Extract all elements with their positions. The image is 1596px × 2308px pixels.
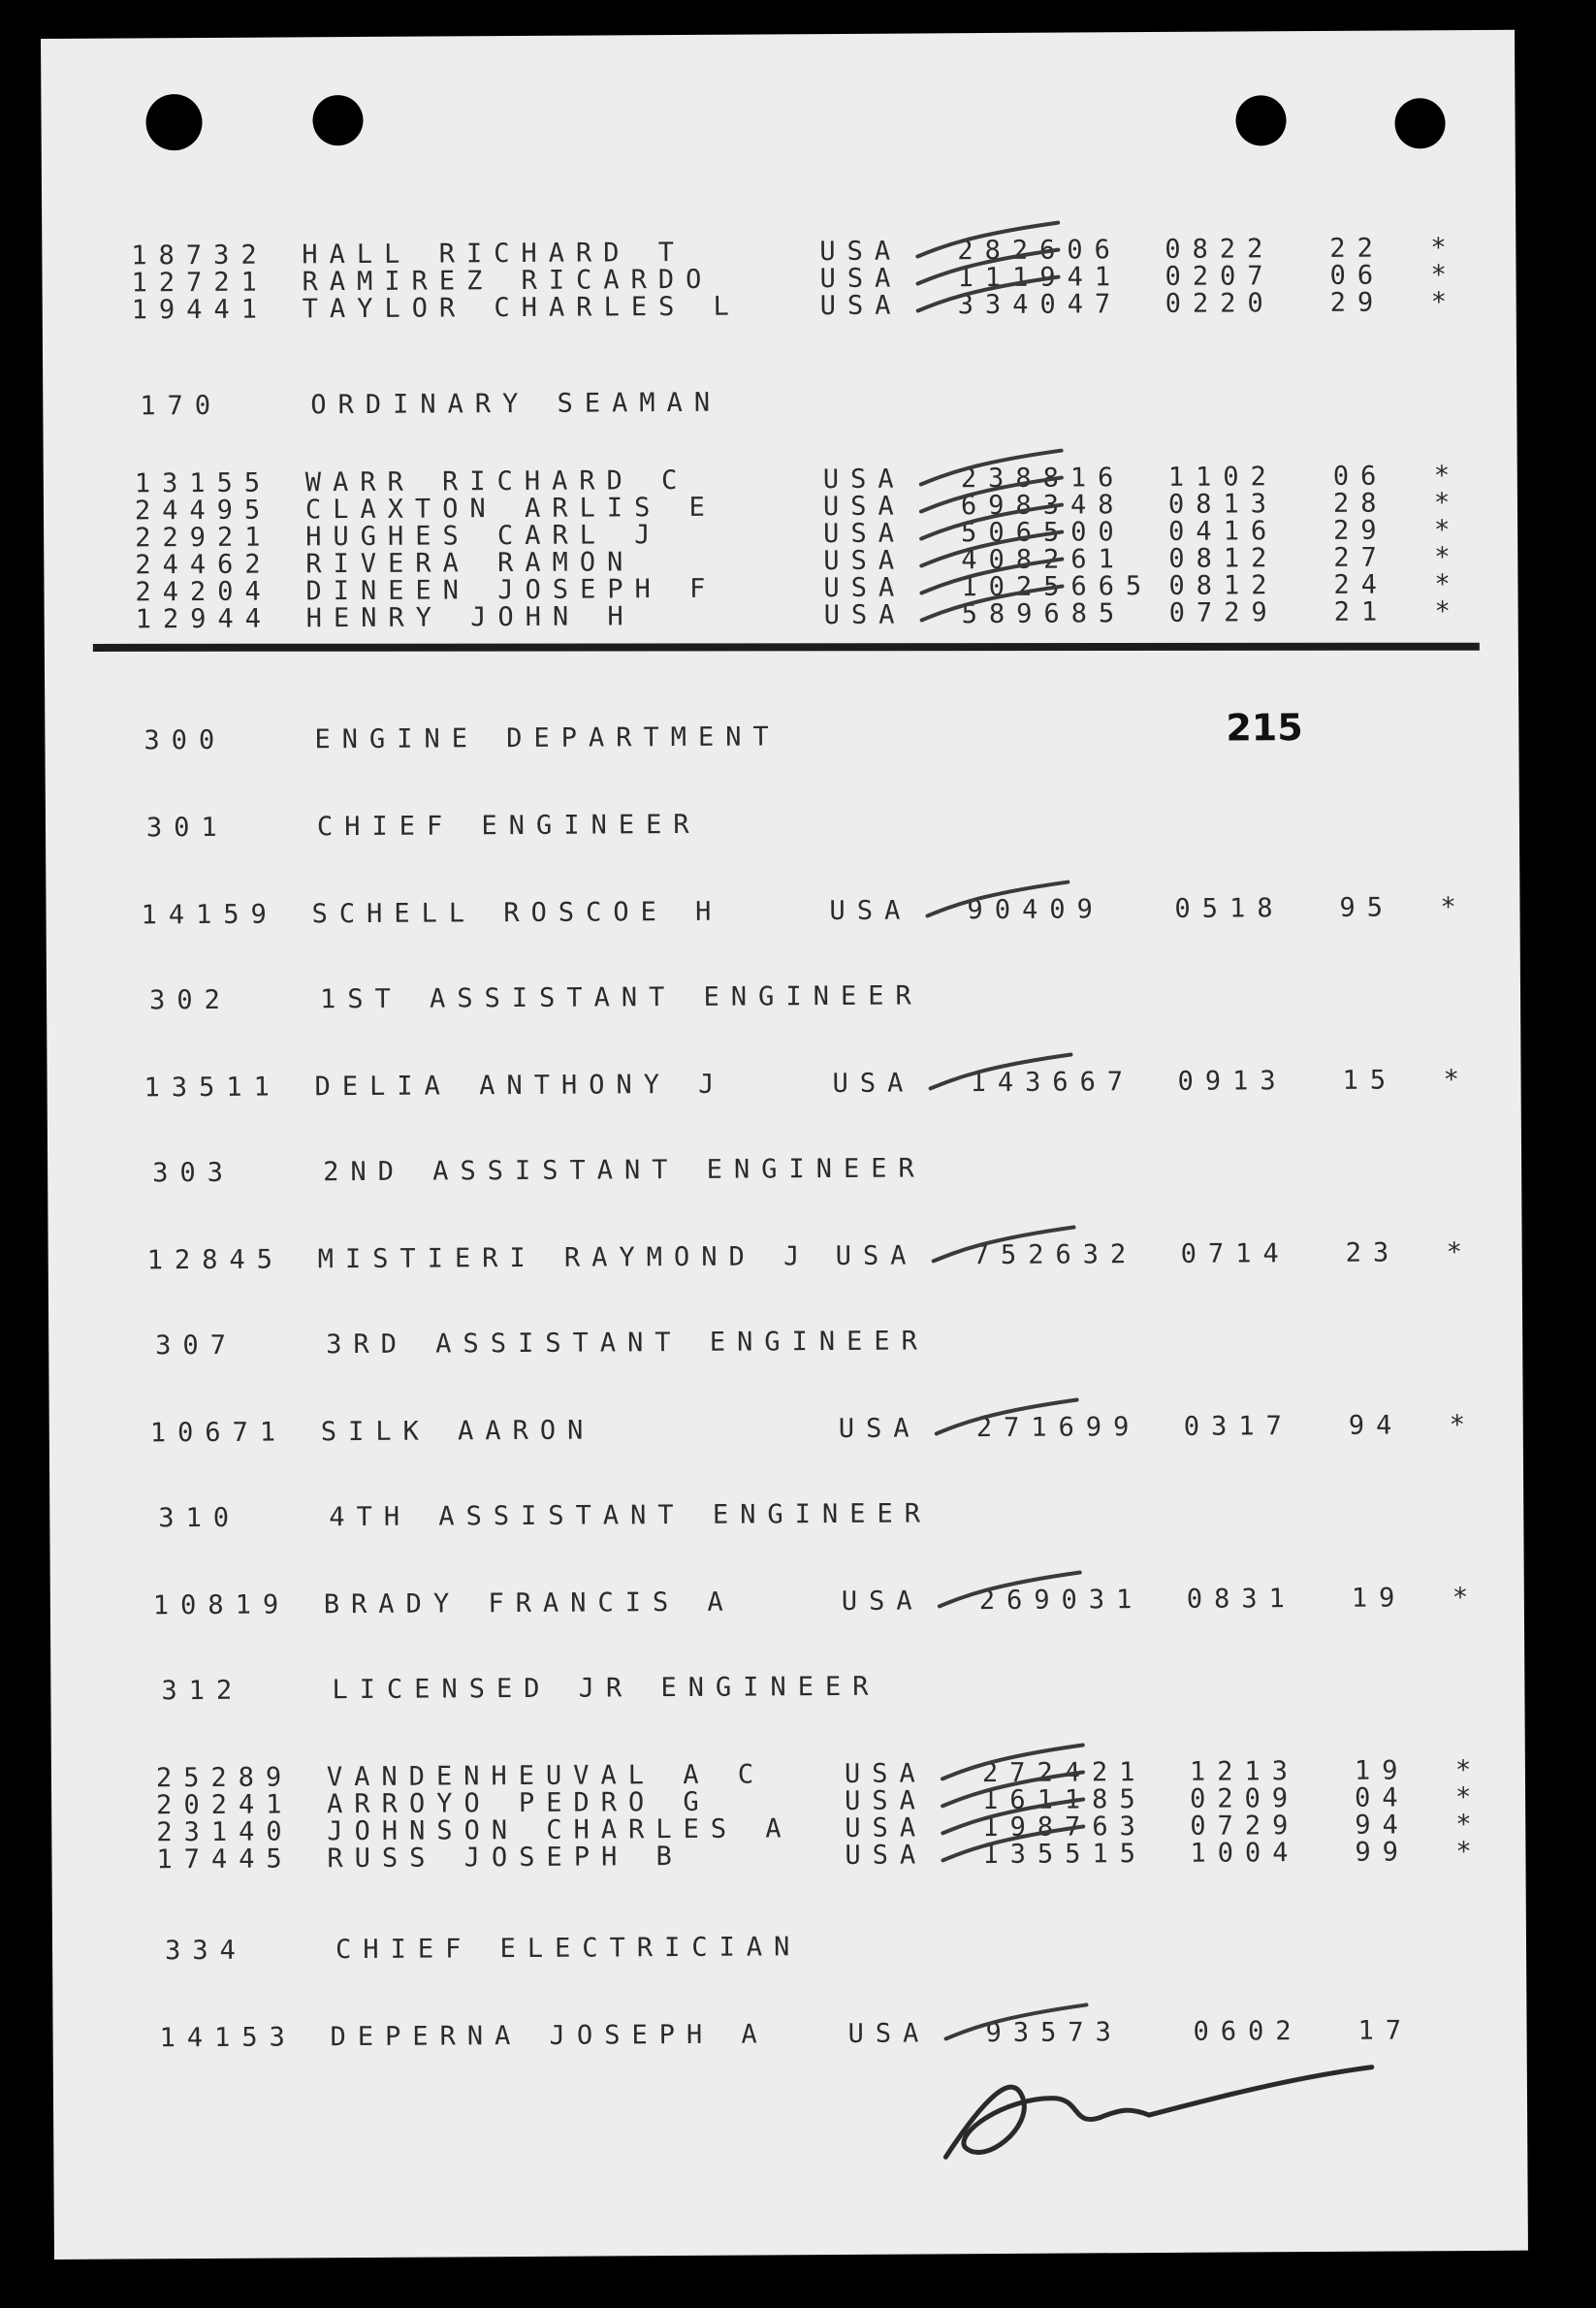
year-code: 06 <box>1332 461 1389 492</box>
document-number: 1025665 <box>961 571 1154 603</box>
crew-number: 24495 <box>134 495 272 527</box>
punch-hole <box>1394 98 1445 148</box>
section-code: 301 <box>145 812 229 844</box>
citizenship: USA <box>823 545 907 577</box>
crew-name: RIVERA RAMON <box>305 547 635 580</box>
check-mark: * <box>1434 515 1451 546</box>
section-code: 312 <box>161 1675 244 1707</box>
punch-hole <box>145 94 202 150</box>
date-code: 0822 <box>1165 234 1275 265</box>
date-code: 1004 <box>1190 1838 1300 1869</box>
year-code: 15 <box>1342 1065 1398 1096</box>
section-title: 4TH ASSISTANT ENGINEER <box>329 1498 933 1533</box>
crew-number: 20241 <box>156 1789 294 1821</box>
crew-number: 17445 <box>156 1843 294 1875</box>
citizenship: USA <box>822 464 906 496</box>
citizenship: USA <box>845 1812 928 1843</box>
crew-number: 12845 <box>146 1244 285 1276</box>
date-code: 0518 <box>1174 893 1285 924</box>
section-code: 310 <box>158 1502 241 1534</box>
crew-name: HALL RICHARD T <box>302 237 686 271</box>
date-code: 1213 <box>1189 1756 1300 1787</box>
date-code: 0207 <box>1165 261 1275 292</box>
document-number: 752632 <box>973 1239 1138 1271</box>
section-code: 170 <box>140 390 223 422</box>
year-code: 27 <box>1333 542 1389 573</box>
punch-hole <box>1235 95 1286 145</box>
date-code: 1102 <box>1167 462 1278 493</box>
check-mark: * <box>1434 569 1451 600</box>
punch-hole <box>312 95 363 145</box>
crew-name: TAYLOR CHARLES L <box>302 291 741 325</box>
pencil-tick-mark <box>928 1221 1083 1280</box>
citizenship: USA <box>847 2018 931 2049</box>
year-code: 23 <box>1345 1237 1401 1268</box>
check-mark: * <box>1430 260 1447 291</box>
crew-name: BRADY FRANCIS A <box>323 1587 735 1620</box>
date-code: 0729 <box>1190 1811 1300 1842</box>
year-code: 94 <box>1355 1810 1410 1841</box>
crew-number: 14159 <box>141 899 278 931</box>
crew-number: 18732 <box>131 240 269 272</box>
citizenship: USA <box>838 1413 921 1445</box>
crew-name: RAMIREZ RICARDO <box>302 264 714 298</box>
section-code: 334 <box>164 1935 247 1967</box>
year-code: 29 <box>1333 515 1389 546</box>
document-number: 143667 <box>970 1067 1135 1099</box>
date-code: 0209 <box>1190 1783 1300 1814</box>
citizenship: USA <box>822 491 906 523</box>
section-title: 1ST ASSISTANT ENGINEER <box>319 980 923 1015</box>
year-code: 99 <box>1355 1837 1411 1868</box>
document-number: 506500 <box>961 517 1126 549</box>
section-title: CHIEF ELECTRICIAN <box>335 1932 802 1966</box>
crew-number: 22921 <box>135 522 272 554</box>
check-mark: * <box>1454 1755 1472 1786</box>
section-title: ENGINE DEPARTMENT <box>314 721 781 755</box>
year-code: 19 <box>1354 1755 1410 1786</box>
crew-number: 12944 <box>135 603 273 635</box>
year-code: 28 <box>1332 488 1389 519</box>
crew-number: 19441 <box>131 294 270 326</box>
document-number: 698348 <box>960 490 1126 522</box>
document-number: 135515 <box>982 1839 1148 1871</box>
pencil-tick-mark <box>922 876 1077 935</box>
section-title: 3RD ASSISTANT ENGINEER <box>326 1326 929 1361</box>
crew-number: 23140 <box>156 1816 294 1848</box>
crew-number: 24462 <box>135 549 272 581</box>
pencil-tick-mark <box>916 581 1071 640</box>
crew-number: 25289 <box>155 1762 294 1794</box>
crew-name: HENRY JOHN H <box>305 601 635 634</box>
section-code: 300 <box>144 724 227 756</box>
crew-name: SCHELL ROSCOE H <box>311 896 723 930</box>
crew-number: 10819 <box>152 1589 291 1621</box>
citizenship: USA <box>844 1758 927 1789</box>
pencil-tick-mark <box>925 1048 1080 1107</box>
check-mark: * <box>1433 461 1451 492</box>
check-mark: * <box>1455 1810 1472 1841</box>
year-code: 04 <box>1355 1782 1410 1813</box>
section-code: 302 <box>148 984 232 1016</box>
document-number: 90409 <box>967 894 1104 926</box>
year-code: 95 <box>1339 892 1395 923</box>
citizenship: USA <box>819 290 903 322</box>
crew-name: ARROYO PEDRO G <box>327 1786 711 1820</box>
crew-name: DEPERNA JOSEPH A <box>330 2019 769 2053</box>
document-number: 111941 <box>957 262 1123 294</box>
document-number: 272421 <box>981 1757 1147 1789</box>
crew-number: 13511 <box>144 1072 281 1104</box>
crew-name: VANDENHEUVAL A C <box>326 1759 766 1793</box>
document-number: 334047 <box>957 289 1123 321</box>
date-code: 0416 <box>1168 516 1279 547</box>
pencil-tick-mark <box>935 1566 1090 1625</box>
check-mark: * <box>1449 1410 1466 1441</box>
date-code: 0812 <box>1168 543 1279 574</box>
document-number: 269031 <box>978 1585 1144 1617</box>
document-number: 271699 <box>975 1412 1141 1444</box>
crew-name: WARR RICHARD C <box>304 465 689 498</box>
year-code: 19 <box>1351 1583 1407 1614</box>
year-code: 17 <box>1357 2015 1414 2046</box>
document-number: 198763 <box>982 1811 1147 1843</box>
document-number: 161185 <box>982 1784 1147 1816</box>
date-code: 0813 <box>1167 489 1279 520</box>
struck-out-row <box>93 643 1480 652</box>
year-code: 21 <box>1333 596 1389 627</box>
date-code: 0913 <box>1177 1066 1288 1097</box>
year-code: 22 <box>1329 233 1385 264</box>
page-number: 215 <box>1226 706 1303 750</box>
document-number: 408261 <box>961 544 1126 576</box>
citizenship: USA <box>832 1068 915 1100</box>
date-code: 0317 <box>1183 1411 1293 1442</box>
citizenship: USA <box>841 1586 924 1617</box>
citizenship: USA <box>823 518 907 550</box>
date-code: 0602 <box>1193 2016 1303 2047</box>
citizenship: USA <box>845 1840 928 1871</box>
signature <box>926 2038 1392 2177</box>
check-mark: * <box>1434 596 1451 627</box>
crew-number: 10671 <box>149 1417 288 1449</box>
check-mark: * <box>1434 542 1451 573</box>
crew-number: 14153 <box>159 2022 297 2054</box>
date-code: 0714 <box>1180 1238 1291 1269</box>
document-number: 282606 <box>957 235 1122 267</box>
citizenship: USA <box>835 1240 918 1272</box>
check-mark: * <box>1430 233 1447 264</box>
check-mark: * <box>1446 1237 1463 1268</box>
date-code: 0729 <box>1168 597 1279 628</box>
section-title: 2ND ASSISTANT ENGINEER <box>323 1153 926 1188</box>
pencil-tick-mark <box>932 1394 1087 1453</box>
crew-name: DELIA ANTHONY J <box>314 1069 726 1103</box>
citizenship: USA <box>819 263 903 295</box>
check-mark: * <box>1452 1583 1469 1614</box>
check-mark: * <box>1443 1065 1459 1096</box>
section-code: 307 <box>155 1330 239 1362</box>
check-mark: * <box>1430 287 1448 318</box>
citizenship: USA <box>819 236 903 268</box>
date-code: 0831 <box>1186 1584 1296 1615</box>
crew-name: SILK AARON <box>320 1415 595 1448</box>
check-mark: * <box>1440 892 1456 923</box>
section-title: CHIEF ENGINEER <box>316 809 701 843</box>
document-number: 238816 <box>960 463 1126 495</box>
crew-number: 24204 <box>135 576 272 608</box>
year-code: 94 <box>1348 1410 1404 1441</box>
crew-number: 12721 <box>131 267 269 299</box>
crew-name: DINEEN JOSEPH F <box>305 573 718 607</box>
check-mark: * <box>1455 1782 1472 1813</box>
check-mark: * <box>1455 1837 1472 1868</box>
crew-name: RUSS JOSEPH B <box>327 1841 684 1875</box>
year-code: 06 <box>1329 260 1386 291</box>
crew-name: CLAXTON ARLIS E <box>304 492 717 526</box>
check-mark: * <box>1433 488 1451 519</box>
document-number: 93573 <box>985 2017 1123 2049</box>
section-title: ORDINARY SEAMAN <box>310 387 722 421</box>
section-code: 303 <box>152 1157 236 1189</box>
document-page <box>41 30 1528 2260</box>
crew-number: 13155 <box>134 467 272 499</box>
citizenship: USA <box>845 1785 927 1816</box>
pencil-tick-mark <box>938 1820 1093 1879</box>
crew-name: HUGHES CARL J <box>305 520 662 553</box>
crew-name: MISTIERI RAYMOND J <box>317 1241 812 1275</box>
citizenship: USA <box>823 599 907 631</box>
citizenship: USA <box>823 572 907 604</box>
document-number: 589685 <box>961 598 1127 630</box>
date-code: 0220 <box>1165 288 1275 319</box>
year-code: 24 <box>1333 569 1389 600</box>
pencil-tick-mark <box>912 272 1068 331</box>
citizenship: USA <box>829 895 912 927</box>
date-code: 0812 <box>1168 570 1279 601</box>
section-title: LICENSED JR ENGINEER <box>332 1671 880 1706</box>
crew-name: JOHNSON CHARLES A <box>327 1813 793 1847</box>
year-code: 29 <box>1329 287 1386 318</box>
